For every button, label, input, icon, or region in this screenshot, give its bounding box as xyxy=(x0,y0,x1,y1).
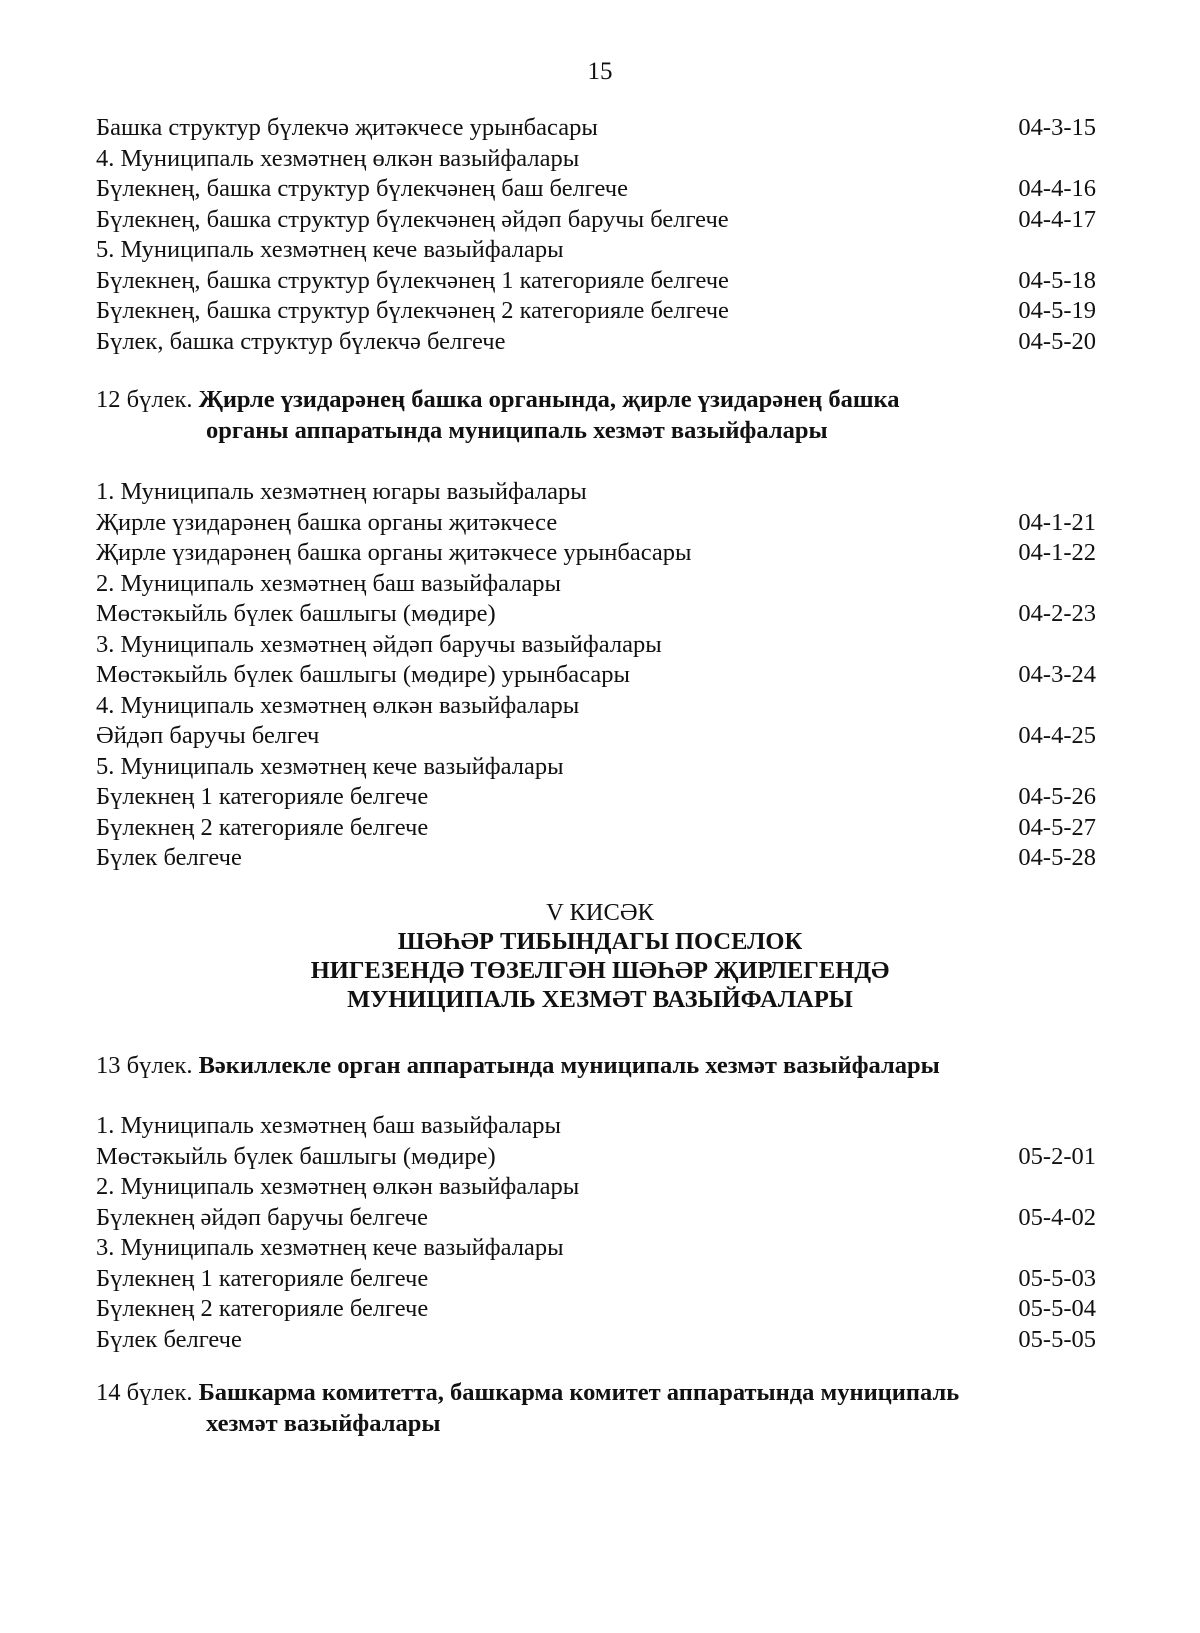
position-code: 05-4-02 xyxy=(1018,1203,1096,1231)
position-title: Бүлек белгече xyxy=(96,844,242,871)
section-title: Җирле үзидарәнең башка органында, җирле үзидарәнең башка xyxy=(198,386,900,413)
position-title: Җирле үзидарәнең башка органы җитәкчесе урынбасары xyxy=(96,539,692,566)
position-code: 05-2-01 xyxy=(1018,1142,1096,1170)
position-group-header xyxy=(96,1111,1096,1142)
part-title-line: ШӘҺӘР ТИБЫНДАГЫ ПОСЕЛОК xyxy=(397,928,803,955)
position-group-header xyxy=(96,752,1096,783)
part-title-line: НИГЕЗЕНДӘ ТӨЗЕЛГӘН ШӘҺӘР ҖИРЛЕГЕНДӘ xyxy=(310,957,890,984)
page-number: 15 xyxy=(587,58,613,85)
position-row xyxy=(96,266,1096,297)
position-title: Бүлекнең 2 категорияле белгече xyxy=(96,1295,429,1322)
group-title: 5. Муниципаль хезмәтнең кече вазыйфалары xyxy=(96,236,564,263)
group-title: 4. Муниципаль хезмәтнең өлкән вазыйфалары xyxy=(96,144,580,172)
section-title-continued: органы аппаратында муниципаль хезмәт вазыйфалары xyxy=(206,417,828,444)
position-row xyxy=(96,205,1096,236)
position-row xyxy=(96,721,1096,752)
position-list-block3 xyxy=(96,1111,1096,1355)
position-row xyxy=(96,113,1096,144)
position-code: 04-5-26 xyxy=(1018,783,1096,810)
position-code: 04-5-27 xyxy=(1018,813,1096,841)
position-code: 04-5-19 xyxy=(1018,297,1096,324)
position-code: 04-5-20 xyxy=(1018,327,1096,355)
position-title: Бүлекнең әйдәп баручы белгече xyxy=(96,1203,428,1231)
position-title: Бүлекнең, башка структур бүлекчәнең әйдәп баручы белгече xyxy=(96,205,729,233)
section-title-continued: хезмәт вазыйфалары xyxy=(206,1410,441,1437)
group-title: 4. Муниципаль хезмәтнең өлкән вазыйфалары xyxy=(96,691,580,719)
group-title: 2. Муниципаль хезмәтнең өлкән вазыйфалары xyxy=(96,1173,580,1200)
position-row xyxy=(96,813,1096,844)
section-number: 12 бүлек. xyxy=(96,386,193,413)
position-title: Мөстәкыйль бүлек башлыгы (мөдире) xyxy=(96,600,496,627)
position-group-header xyxy=(96,235,1096,266)
position-title: Бүлек, башка структур бүлекчә белгече xyxy=(96,327,506,355)
position-row xyxy=(96,1264,1096,1295)
position-title: Мөстәкыйль бүлек башлыгы (мөдире) xyxy=(96,1142,496,1170)
position-title: Бүлекнең 1 категорияле белгече xyxy=(96,783,429,810)
position-group-header xyxy=(96,477,1096,508)
section-number: 14 бүлек. xyxy=(96,1379,193,1406)
position-row xyxy=(96,1294,1096,1325)
position-code: 04-1-21 xyxy=(1018,508,1096,536)
position-row xyxy=(96,508,1096,539)
position-title: Бүлекнең 2 категорияле белгече xyxy=(96,813,429,841)
group-title: 3. Муниципаль хезмәтнең кече вазыйфалары xyxy=(96,1234,564,1261)
position-code: 04-3-15 xyxy=(1018,114,1096,141)
position-title: Җирле үзидарәнең башка органы җитәкчесе xyxy=(96,508,558,536)
position-code: 04-4-16 xyxy=(1018,175,1096,202)
position-code: 04-5-28 xyxy=(1018,844,1096,871)
position-group-header xyxy=(96,630,1096,661)
position-list-block2 xyxy=(96,477,1096,874)
position-code: 05-5-05 xyxy=(1018,1325,1096,1353)
group-title: 5. Муниципаль хезмәтнең кече вазыйфалары xyxy=(96,752,564,780)
position-title: Бүлекнең 1 категорияле белгече xyxy=(96,1264,429,1292)
position-row xyxy=(96,1325,1096,1356)
section-title: Башкарма комитетта, башкарма комитет аппаратында муниципаль xyxy=(198,1379,960,1406)
position-row xyxy=(96,843,1096,874)
position-row xyxy=(96,660,1096,691)
position-title: Бүлекнең, башка структур бүлекчәнең баш белгече xyxy=(96,175,628,202)
position-row xyxy=(96,782,1096,813)
position-title: Бүлекнең, башка структур бүлекчәнең 1 категорияле белгече xyxy=(96,266,729,294)
position-row xyxy=(96,327,1096,358)
position-group-header xyxy=(96,691,1096,722)
position-row xyxy=(96,599,1096,630)
section-title: Вәкиллекле орган аппаратында муниципаль хезмәт вазыйфалары xyxy=(198,1052,940,1079)
position-code: 04-5-18 xyxy=(1018,266,1096,294)
position-code: 04-4-17 xyxy=(1018,205,1096,233)
position-row xyxy=(96,1142,1096,1173)
position-group-header xyxy=(96,1233,1096,1264)
position-row xyxy=(96,296,1096,327)
position-title: Башка структур бүлекчә җитәкчесе урынбасары xyxy=(96,114,598,141)
part-label: V КИСӘК xyxy=(546,899,654,926)
position-title: Мөстәкыйль бүлек башлыгы (мөдире) урынбасары xyxy=(96,661,630,688)
position-code: 05-5-03 xyxy=(1018,1264,1096,1292)
part-5-heading xyxy=(0,898,1200,1014)
part-title-line: МУНИЦИПАЛЬ ХЕЗМӘТ ВАЗЫЙФАЛАРЫ xyxy=(347,986,853,1013)
position-list-block1 xyxy=(96,113,1096,357)
position-title: Әйдәп баручы белгеч xyxy=(96,722,320,749)
position-code: 04-1-22 xyxy=(1018,539,1096,566)
position-code: 04-4-25 xyxy=(1018,722,1096,749)
position-code: 05-5-04 xyxy=(1018,1295,1096,1322)
group-title: 1. Муниципаль хезмәтнең югары вазыйфалары xyxy=(96,478,587,505)
position-row xyxy=(96,538,1096,569)
section-12-heading xyxy=(96,384,1096,446)
group-title: 3. Муниципаль хезмәтнең әйдәп баручы вазыйфалары xyxy=(96,630,662,658)
position-group-header xyxy=(96,569,1096,600)
position-row xyxy=(96,1203,1096,1234)
section-14-heading xyxy=(96,1377,1096,1439)
section-number: 13 бүлек. xyxy=(96,1052,193,1079)
position-code: 04-3-24 xyxy=(1018,661,1096,688)
group-title: 2. Муниципаль хезмәтнең баш вазыйфалары xyxy=(96,569,562,597)
position-title: Бүлек белгече xyxy=(96,1325,242,1353)
position-code: 04-2-23 xyxy=(1018,600,1096,627)
position-group-header xyxy=(96,144,1096,175)
section-13-heading xyxy=(96,1050,1096,1081)
position-row xyxy=(96,174,1096,205)
position-title: Бүлекнең, башка структур бүлекчәнең 2 категорияле белгече xyxy=(96,297,729,324)
group-title: 1. Муниципаль хезмәтнең баш вазыйфалары xyxy=(96,1112,562,1139)
position-group-header xyxy=(96,1172,1096,1203)
